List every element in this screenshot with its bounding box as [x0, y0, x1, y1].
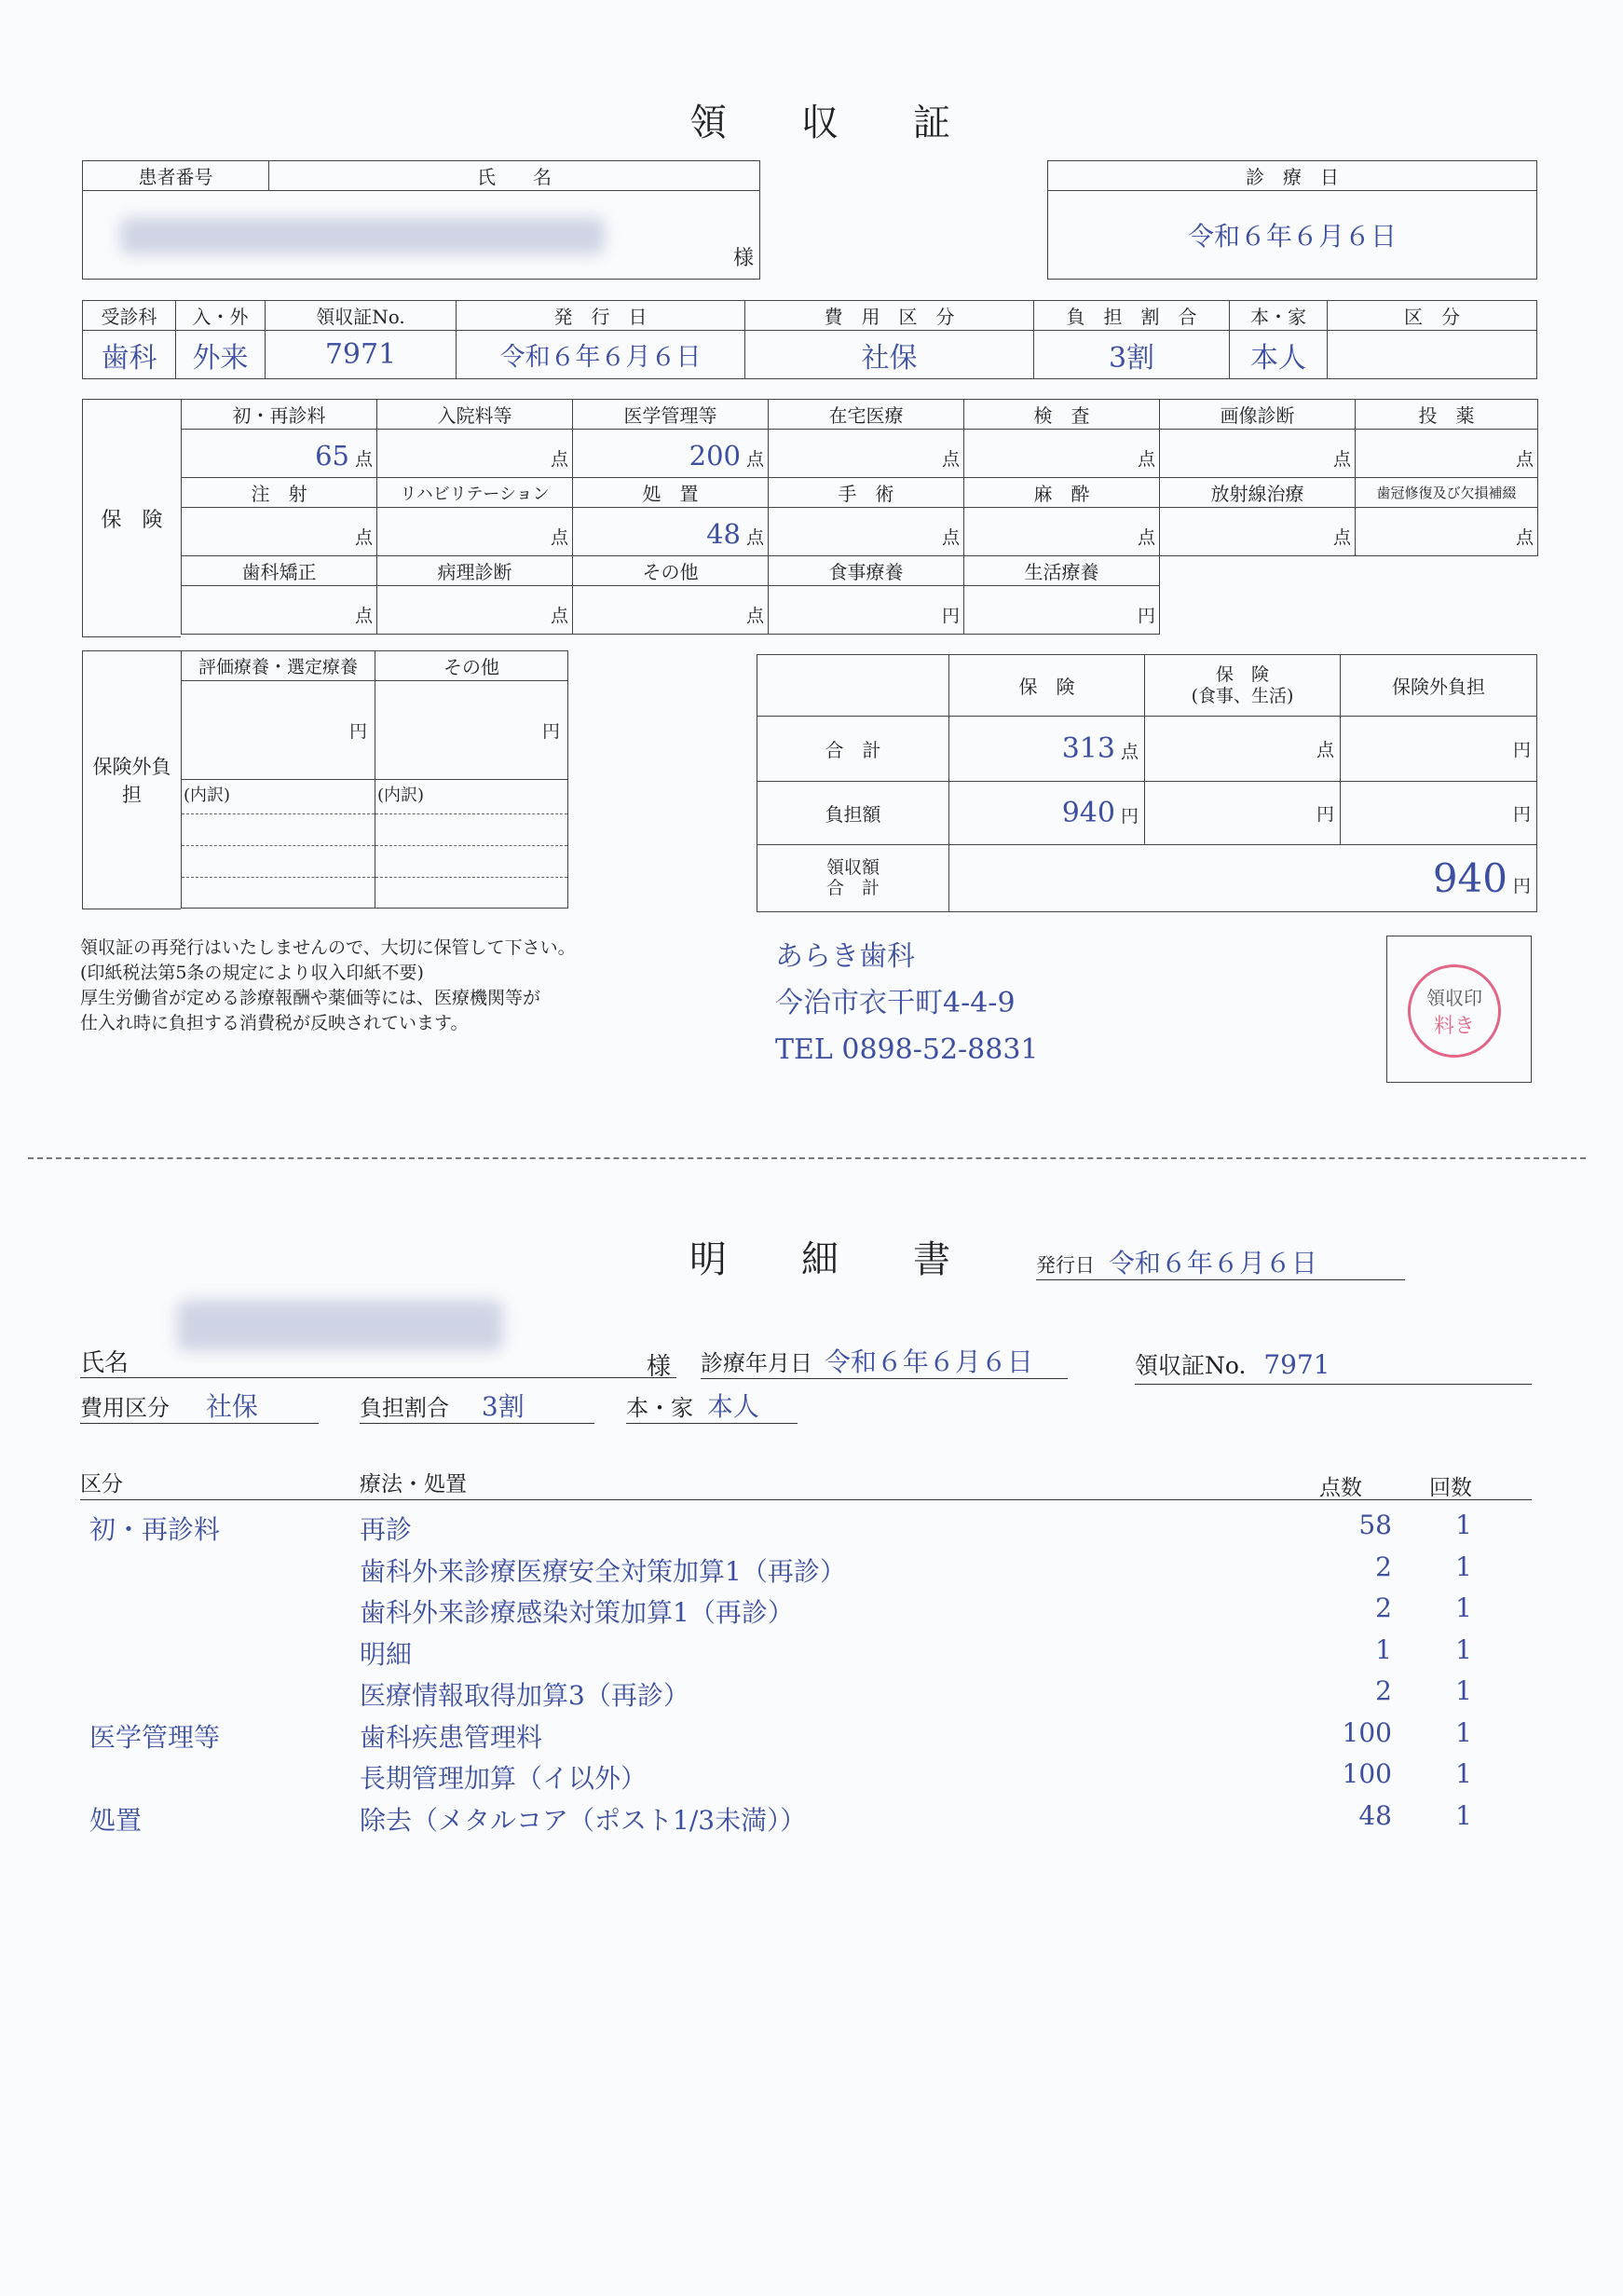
inout-header: 入・外 — [176, 301, 266, 331]
insurance-item-value — [964, 508, 1160, 556]
detail-treatment: 歯科外来診療感染対策加算1（再診） — [360, 1597, 794, 1628]
insurance-points: 48 — [706, 518, 741, 550]
detail-times: 1 — [1455, 1758, 1472, 1789]
outside-burden-cell — [1341, 782, 1537, 845]
statement-honorific: 様 — [647, 1353, 672, 1381]
insurance-item-header: 食事療養 — [769, 556, 964, 586]
insurance-item-value — [1356, 430, 1538, 478]
point-unit: 点 — [550, 527, 568, 548]
clinic-name: あらき歯科 — [775, 940, 915, 973]
detail-header — [80, 1463, 1532, 1500]
point-unit: 点 — [550, 606, 568, 626]
detail-treatment: 歯科疾患管理料 — [360, 1721, 543, 1753]
total-points: 313 — [1061, 732, 1115, 765]
total-points-cell — [949, 717, 1145, 782]
issue-date-line — [1036, 1243, 1405, 1280]
note-line: 領収証の再発行はいたしませんので、大切に保管して下さい。 — [80, 937, 576, 958]
point-unit: 点 — [1332, 527, 1351, 548]
detail-points: 2 — [1375, 1551, 1392, 1582]
yen-unit: 円 — [348, 721, 367, 742]
inout-value: 外来 — [176, 331, 266, 379]
empty-cell — [1160, 586, 1356, 635]
visit-date-line — [701, 1342, 1068, 1379]
points-col-header: 点数 — [1319, 1476, 1362, 1500]
note-line: 仕入れ時に負担する消費税が反映されています。 — [80, 1013, 469, 1033]
cost-type-header: 費 用 区 分 — [745, 301, 1034, 331]
burden-line — [360, 1387, 594, 1424]
clinic-info — [775, 934, 1039, 1073]
point-unit: 点 — [745, 606, 764, 626]
insurance-item-value — [182, 508, 377, 556]
totals-table — [757, 654, 1537, 912]
dotted-line — [375, 813, 567, 814]
burden-amount: 940 — [1061, 797, 1115, 829]
detail-category: 処置 — [89, 1804, 143, 1836]
issue-label: 発行日 — [1036, 1254, 1095, 1277]
category-col-header: 区分 — [80, 1472, 123, 1496]
yen-unit: 円 — [1316, 804, 1334, 825]
point-unit: 点 — [941, 527, 960, 548]
detail-row — [80, 1755, 1532, 1797]
yen-unit: 円 — [1137, 606, 1155, 626]
outside-other-amount — [375, 681, 568, 780]
insurance-item-header: 医学管理等 — [573, 400, 769, 430]
insurance-label: 保 険 — [82, 399, 181, 637]
stamp-label: 領収印 — [1426, 987, 1482, 1009]
note-line: (印紙税法第5条の規定により収入印紙不要) — [80, 963, 424, 983]
receipt-info-table — [82, 300, 1537, 379]
dotted-line — [182, 845, 375, 846]
dept-header: 受診科 — [83, 301, 176, 331]
category-value — [1328, 331, 1537, 379]
insurance-item-header: 歯冠修復及び欠損補綴 — [1356, 478, 1538, 508]
issue-date-value: 令和６年６月６日 — [457, 331, 745, 379]
detail-times: 1 — [1455, 1592, 1472, 1623]
receipt-no: 7971 — [1263, 1349, 1330, 1380]
insurance-item-header: 検 査 — [964, 400, 1160, 430]
point-unit: 点 — [354, 449, 373, 470]
cost-type-value: 社保 — [745, 331, 1034, 379]
detail-row — [80, 1631, 1532, 1673]
outside-col-header: 保険外負担 — [1341, 655, 1537, 717]
insurance-item-header: 歯科矯正 — [182, 556, 377, 586]
meal-burden-cell — [1145, 782, 1341, 845]
point-unit: 点 — [354, 606, 373, 626]
outside-other-header: その他 — [375, 651, 568, 681]
redacted-name — [120, 217, 605, 254]
detail-row — [80, 1506, 1532, 1548]
patient-name-label: 氏 名 — [269, 161, 760, 191]
burden-value: 3割 — [481, 1391, 525, 1422]
detail-treatment: 歯科外来診療医療安全対策加算1（再診） — [360, 1555, 846, 1587]
visit-date-label: 診 療 日 — [1048, 161, 1537, 191]
point-unit: 点 — [1316, 740, 1334, 760]
detail-row — [80, 1672, 1532, 1714]
yen-unit: 円 — [1512, 740, 1531, 760]
hon-value: 本人 — [706, 1391, 759, 1422]
selected-care-breakdown — [182, 780, 375, 909]
detail-points: 100 — [1342, 1716, 1392, 1748]
honorific: 様 — [732, 247, 754, 270]
yen-unit: 円 — [1512, 876, 1531, 896]
insurance-item-header: 麻 酔 — [964, 478, 1160, 508]
insurance-item-value — [769, 430, 964, 478]
name-label: 氏名 — [80, 1349, 130, 1377]
insurance-item-header: その他 — [573, 556, 769, 586]
hon-label: 本・家 — [626, 1395, 693, 1421]
insurance-points: 65 — [315, 440, 349, 472]
insurance-item-value — [182, 586, 377, 635]
receipt-no-value: 7971 — [266, 331, 457, 379]
burden-label: 負担割合 — [360, 1395, 449, 1421]
selected-care-header: 評価療養・選定療養 — [182, 651, 375, 681]
detail-category: 初・再診料 — [89, 1514, 221, 1545]
dotted-line — [182, 877, 375, 878]
insurance-col-header: 保 険 — [949, 655, 1145, 717]
meal-points-cell — [1145, 717, 1341, 782]
clinic-address: 今治市衣干町4-4-9 — [775, 987, 1016, 1019]
detail-row — [80, 1589, 1532, 1631]
received-amount-cell — [949, 845, 1537, 912]
detail-times: 1 — [1455, 1551, 1472, 1582]
empty-cell — [1160, 556, 1356, 586]
issue-date-header: 発 行 日 — [457, 301, 745, 331]
detail-treatment: 除去（メタルコア（ポスト1/3未満）） — [360, 1804, 807, 1836]
burden-ratio-header: 負 担 割 合 — [1034, 301, 1230, 331]
point-unit: 点 — [1332, 449, 1351, 470]
detail-treatment: 明細 — [360, 1638, 413, 1670]
insurance-item-value — [1160, 508, 1356, 556]
outside-total-cell — [1341, 717, 1537, 782]
treatment-col-header: 療法・処置 — [360, 1472, 467, 1496]
breakdown-label: (内訳) — [377, 786, 425, 805]
point-unit: 点 — [1120, 742, 1139, 762]
insurance-item-header: 投 薬 — [1356, 400, 1538, 430]
yen-unit: 円 — [1120, 806, 1139, 827]
note-line: 厚生労働省が定める診療報酬や薬価等には、医療機関等が — [80, 988, 541, 1008]
receipt-no-label: 領収証No. — [1135, 1352, 1247, 1379]
stamp-box — [1386, 936, 1532, 1083]
outside-other-breakdown — [375, 780, 568, 909]
cost-label: 費用区分 — [80, 1395, 170, 1421]
point-unit: 点 — [745, 449, 764, 470]
clinic-tel: TEL 0898-52-8831 — [775, 1033, 1039, 1066]
category-header: 区 分 — [1328, 301, 1537, 331]
name-underline — [80, 1377, 676, 1378]
insurance-item-value — [377, 430, 573, 478]
statement-title: 明 細 書 — [689, 1238, 950, 1281]
point-unit: 点 — [1515, 449, 1534, 470]
insurance-points: 200 — [689, 440, 741, 472]
insured-type-header: 本・家 — [1230, 301, 1328, 331]
empty-cell — [1356, 586, 1538, 635]
cost-line — [80, 1387, 319, 1424]
insurance-item-header: 注 射 — [182, 478, 377, 508]
outside-insurance-label: 保険外負担 — [82, 650, 181, 909]
issue-date: 令和６年６月６日 — [1108, 1248, 1317, 1278]
insurance-item-value — [769, 586, 964, 635]
insurance-item-value — [573, 508, 769, 556]
burden-ratio-value: 3割 — [1034, 331, 1230, 379]
insurance-item-header: 手 術 — [769, 478, 964, 508]
burden-label: 負担額 — [757, 782, 949, 845]
insurance-item-value — [573, 586, 769, 635]
point-unit: 点 — [550, 449, 568, 470]
detail-row — [80, 1797, 1532, 1838]
insurance-item-value — [964, 586, 1160, 635]
insurance-item-header: 生活療養 — [964, 556, 1160, 586]
visit-date-value: 令和６年６月６日 — [1048, 191, 1537, 280]
hon-line — [626, 1387, 798, 1424]
outside-insurance-table — [181, 650, 568, 909]
insurance-item-value — [182, 430, 377, 478]
point-unit: 点 — [941, 449, 960, 470]
insurance-item-header: 在宅医療 — [769, 400, 964, 430]
detail-times: 1 — [1455, 1799, 1472, 1831]
insurance-item-value — [1356, 508, 1538, 556]
cut-line — [28, 1157, 1586, 1159]
point-unit: 点 — [1137, 527, 1155, 548]
point-unit: 点 — [1515, 527, 1534, 548]
detail-points: 2 — [1375, 1592, 1392, 1623]
detail-row — [80, 1548, 1532, 1590]
breakdown-label: (内訳) — [184, 786, 231, 805]
insurance-item-header: 病理診断 — [377, 556, 573, 586]
detail-points: 48 — [1358, 1799, 1392, 1831]
insurance-item-value — [769, 508, 964, 556]
detail-times: 1 — [1455, 1510, 1472, 1540]
selected-care-amount — [182, 681, 375, 780]
redacted-name — [177, 1300, 503, 1351]
insurance-item-header: 処 置 — [573, 478, 769, 508]
totals-corner — [757, 655, 949, 717]
detail-points: 1 — [1375, 1633, 1392, 1665]
detail-category: 医学管理等 — [89, 1721, 221, 1753]
receipt-no-header: 領収証No. — [266, 301, 457, 331]
cost-value: 社保 — [205, 1391, 258, 1422]
burden-amount-cell — [949, 782, 1145, 845]
stamp-seal — [1408, 964, 1501, 1058]
detail-points: 100 — [1342, 1758, 1392, 1789]
yen-unit: 円 — [941, 606, 960, 626]
detail-points: 2 — [1375, 1675, 1392, 1706]
detail-treatment: 再診 — [360, 1514, 413, 1545]
insurance-item-value — [377, 586, 573, 635]
insurance-item-header: 放射線治療 — [1160, 478, 1356, 508]
dotted-line — [375, 877, 567, 878]
insurance-item-header: 初・再診料 — [182, 400, 377, 430]
dotted-line — [182, 813, 375, 814]
yen-unit: 円 — [1512, 804, 1531, 825]
point-unit: 点 — [354, 527, 373, 548]
detail-row — [80, 1714, 1532, 1756]
received-amount: 940 — [1432, 855, 1507, 901]
insurance-item-header: 入院料等 — [377, 400, 573, 430]
empty-cell — [1356, 556, 1538, 586]
receipt-title: 領 収 証 — [689, 102, 950, 144]
visit-label: 診療年月日 — [701, 1350, 812, 1376]
detail-rows — [80, 1506, 1532, 1838]
stamp-mark: 料き — [1433, 1015, 1475, 1038]
detail-treatment: 医療情報取得加算3（再診） — [360, 1680, 689, 1711]
receipt-no-line — [1135, 1347, 1532, 1385]
detail-times: 1 — [1455, 1633, 1472, 1665]
insurance-item-header: リハビリテーション — [377, 478, 573, 508]
insurance-item-value — [377, 508, 573, 556]
patient-number-label: 患者番号 — [83, 161, 269, 191]
detail-times: 1 — [1455, 1716, 1472, 1748]
insurance-table — [181, 399, 1538, 635]
visit-date: 令和６年６月６日 — [824, 1346, 1033, 1377]
insurance-item-value — [573, 430, 769, 478]
visit-date-box — [1047, 160, 1537, 280]
dotted-line — [375, 845, 567, 846]
total-label: 合 計 — [757, 717, 949, 782]
insurance-item-value — [1160, 430, 1356, 478]
insured-type-value: 本人 — [1230, 331, 1328, 379]
patient-name-cell — [83, 191, 760, 280]
detail-times: 1 — [1455, 1675, 1472, 1706]
receipt-notes — [80, 936, 714, 1036]
point-unit: 点 — [1137, 449, 1155, 470]
point-unit: 点 — [745, 527, 764, 548]
insurance-item-header: 画像診断 — [1160, 400, 1356, 430]
detail-points: 58 — [1358, 1510, 1392, 1540]
detail-treatment: 長期管理加算（イ以外） — [360, 1763, 648, 1794]
patient-box — [82, 160, 760, 280]
meal-living-col-header: 保 険 (食事、生活) — [1145, 655, 1341, 717]
received-label: 領収額 合 計 — [757, 845, 949, 912]
yen-unit: 円 — [541, 721, 560, 742]
dept-value: 歯科 — [83, 331, 176, 379]
insurance-item-value — [964, 430, 1160, 478]
times-col-header: 回数 — [1429, 1476, 1472, 1500]
